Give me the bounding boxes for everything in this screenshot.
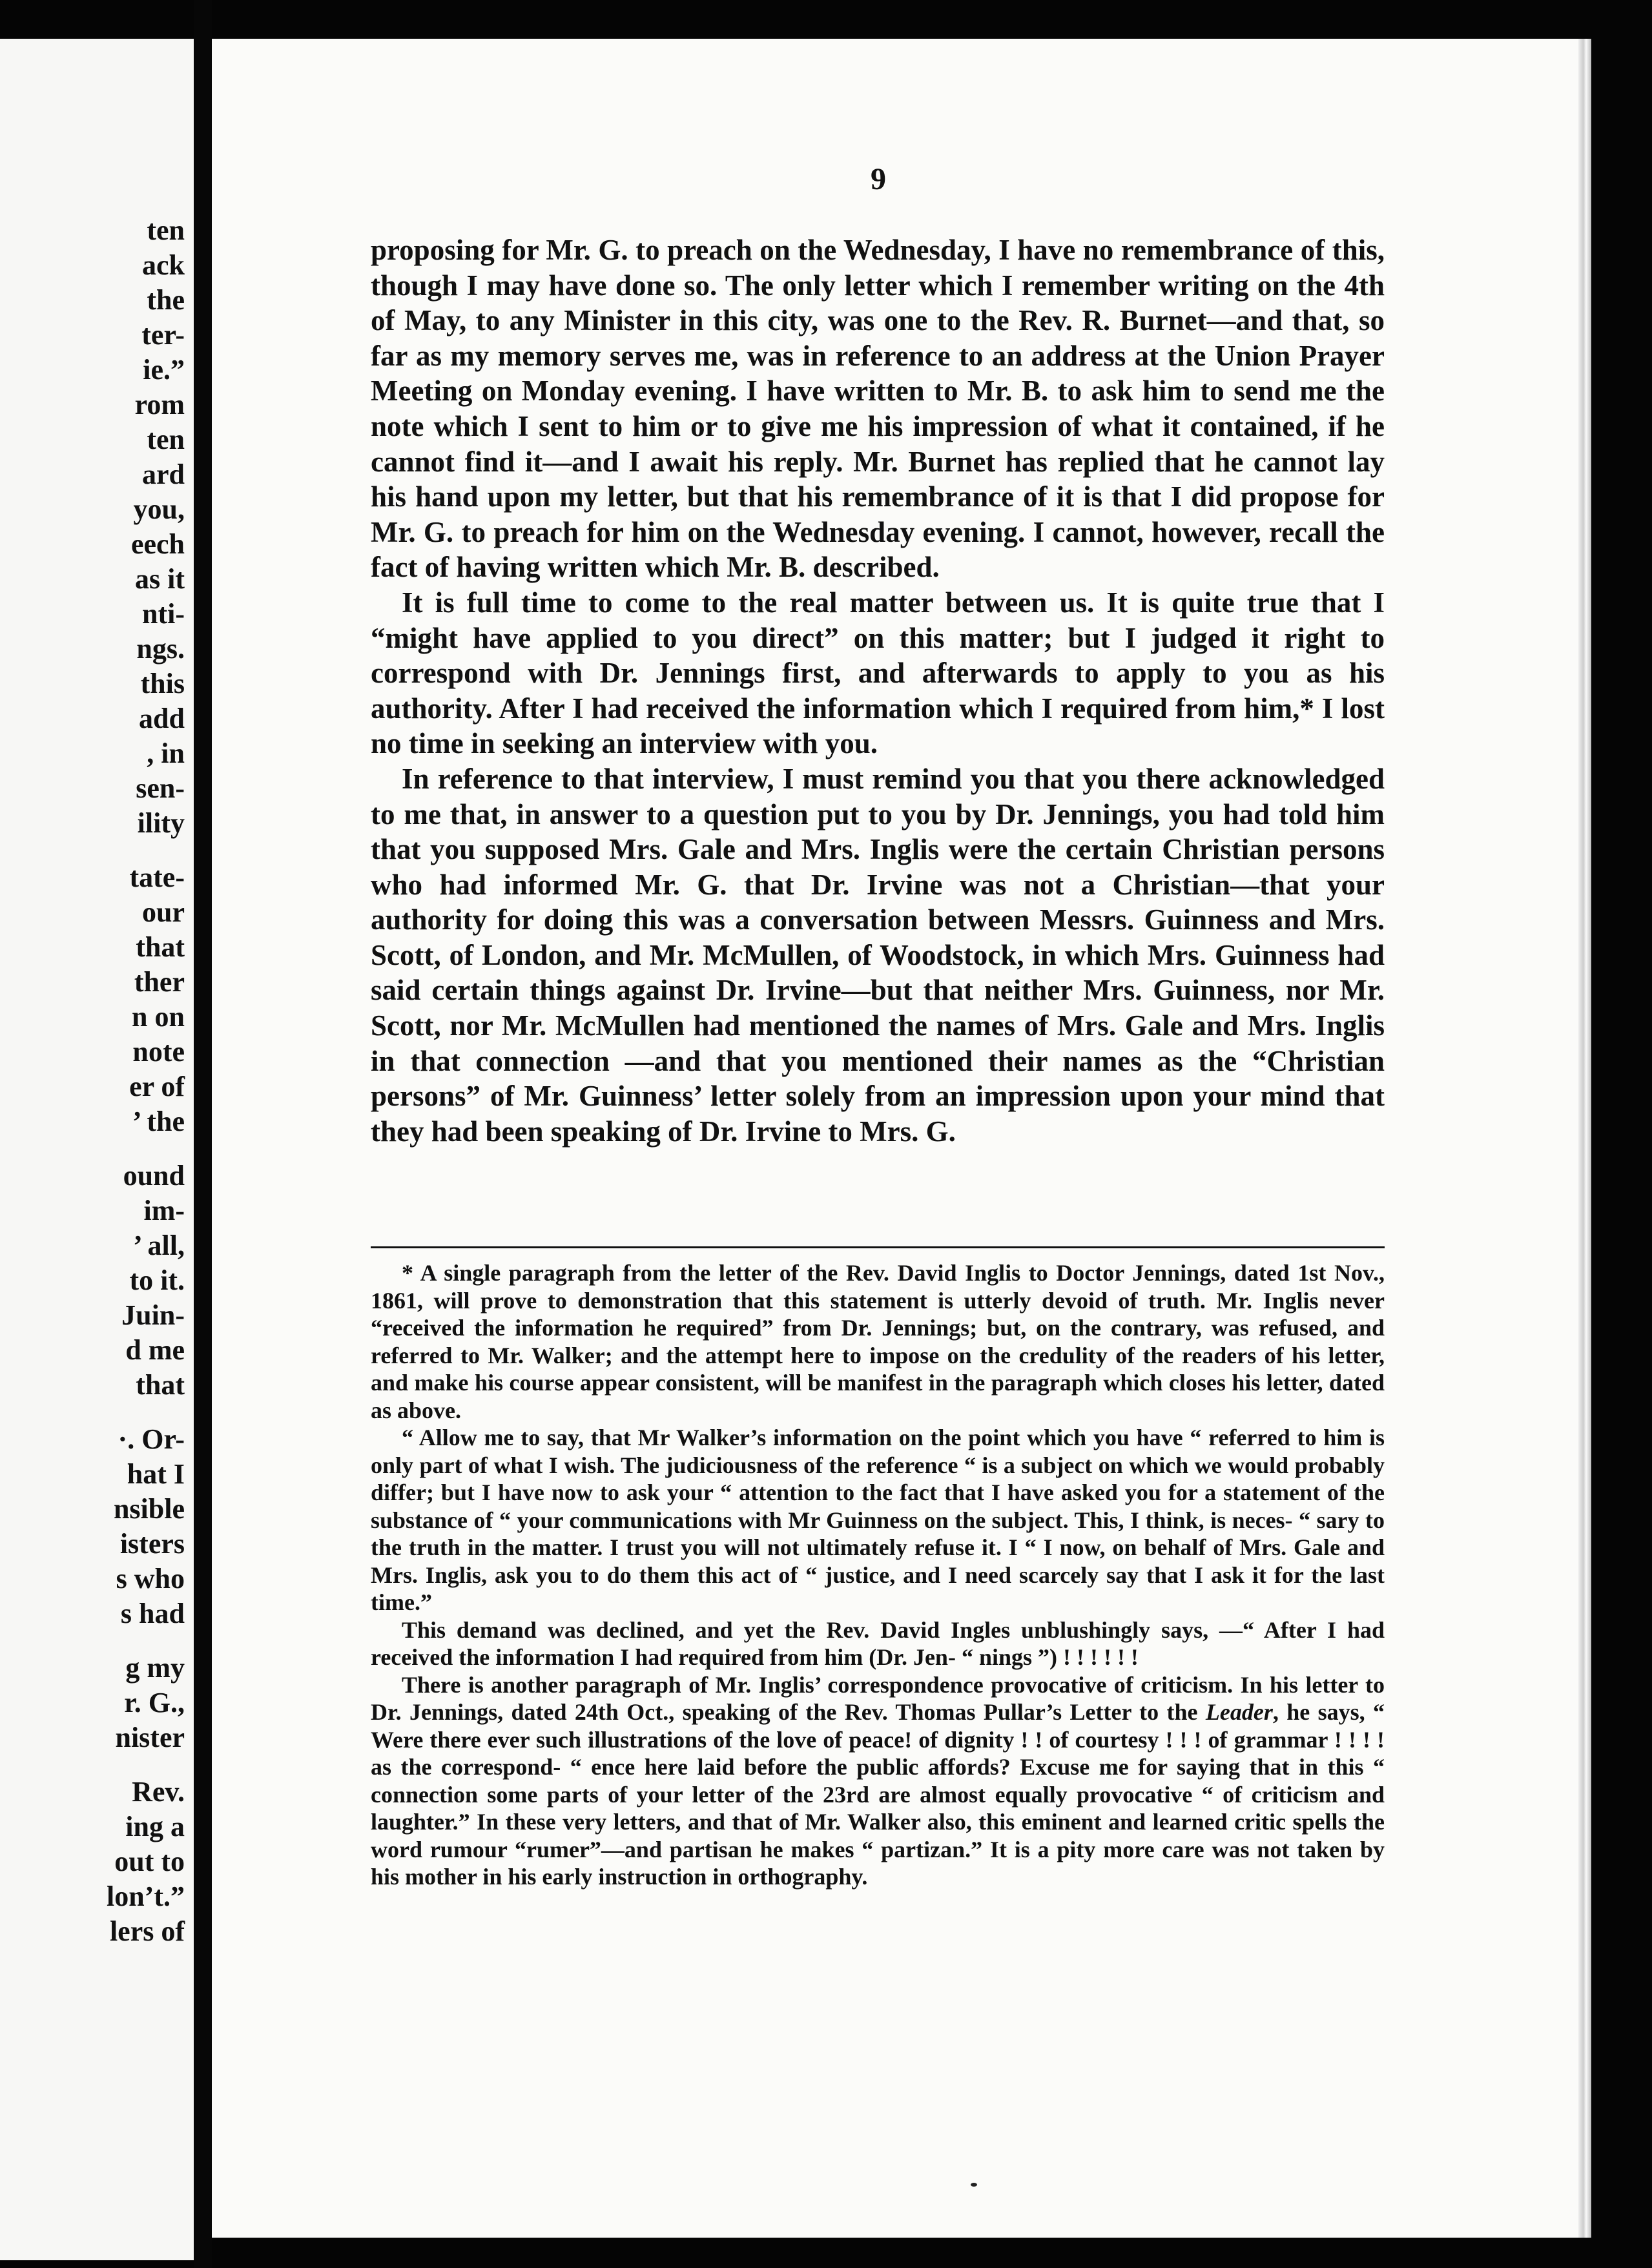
left-page-fragment: nti- [142, 598, 185, 630]
left-page-fragment: r. G., [124, 1687, 185, 1718]
body-text [371, 232, 1385, 1149]
left-page-fragment: d me [125, 1334, 185, 1366]
left-page-fragment: Rev. [132, 1776, 185, 1808]
left-page-fragment: ing a [125, 1811, 185, 1842]
left-page-fragment: to it. [129, 1264, 185, 1296]
left-page-fragment: ie.” [143, 354, 185, 386]
left-facing-page [0, 39, 194, 2260]
scan-speck [971, 2183, 977, 2187]
left-page-fragment: ten [147, 214, 185, 246]
left-page-fragment: n on [132, 1001, 185, 1033]
left-page-fragment: lers of [109, 1915, 185, 1947]
left-page-fragment: ard [142, 459, 185, 490]
left-page-fragment: tate- [129, 861, 185, 893]
body-paragraph: It is full time to come to the real matter between us. It is quite true that I “might have applied to you direct” on this matter; but I judged it right to correspond with Dr. Jennings first, and afterwards to apply to you as his authority. After I had received the information which I required from him,* I lost no time in seeking an interview with you. [371, 586, 1385, 760]
left-page-fragment: our [142, 896, 185, 928]
left-page-fragment: , in [147, 737, 185, 769]
left-page-fragment: Juin- [121, 1299, 185, 1331]
left-page-fragment: that [136, 1369, 185, 1401]
main-page [212, 39, 1591, 2238]
left-page-fragment: lon’t.” [107, 1881, 185, 1912]
body-paragraph: In reference to that interview, I must remind you that you there acknowledged to me that, in answer to a question put to you by Dr. Jennings, you had told him that you supposed Mrs. Gale and Mrs. Inglis were the certain Christian persons who had informed Mr. G. that Dr. Irvine was not a Christian—that your authority for doing this was a conversation between Messrs. Guinness and Mrs. Scott, of London, and Mr. McMullen, of Woodstock, in which Mrs. Guinness had said certain things against Dr. Irvine—but that neither Mrs. Guinness, nor Mr. Scott, nor Mr. McMullen had mentioned the names of Mrs. Gale and Mrs. Inglis in that connection —and that you mentioned their names as the “Christian persons” of Mr. Guinness’ letter solely from an impression upon your mind that they had been speaking of Dr. Irvine to Mrs. G. [371, 762, 1385, 1148]
body-paragraph: proposing for Mr. G. to preach on the Wednesday, I have no remembrance of this, though I may have done so. The only letter which I remember writing on the 4th of May, to any Minister in this city, was one to the Rev. R. Burnet—and that, so far as my memory serves me, was in reference to an address at the Union Prayer Meeting on Monday evening. I have written to Mr. B. to ask him to send me the note which I sent to him or to give me his impression of what it contained, if he cannot find it—and I await his reply. Mr. Burnet has replied that he cannot lay his hand upon my letter, but that his remembrance of it is that I did propose for Mr. G. to preach for him on the Wednesday evening. I cannot, however, recall the fact of having written which Mr. B. described. [371, 234, 1385, 584]
footnote-text: There is another paragraph of Mr. Inglis’ correspondence provocative of criticism. In his letter to Dr. Jennings, dated 24th Oct., speaking of the Rev. Thomas Pullar’s Letter to the [371, 1671, 1385, 1725]
page-edge [1578, 39, 1591, 2238]
left-page-fragment: the [147, 284, 185, 316]
page-number: 9 [871, 162, 886, 196]
footnote-rule [371, 1246, 1385, 1248]
left-page-fragment: sen- [136, 772, 185, 804]
left-page-fragment: isters [119, 1528, 185, 1560]
left-page-fragment: ’ the [132, 1106, 185, 1137]
footnote-text: , he says, “ Were there ever such illustrations of the love of peace! of dignity ! ! of courtesy ! ! ! of grammar ! ! ! ! as the correspond- “ ence here laid before the public affords? Excuse me for saying that in this “ connection some parts of your letter of the 23rd are almost equally provocative “ of criticism and laughter.” In these very letters, and that of Mr. Walker also, this eminent and learned critic spells the word rumour “rumer”—and partisan he makes “ partizan.” It is a pity more care was not taken by his mother in his early instruction in orthography. [371, 1699, 1385, 1890]
footnote-paragraph: * A single paragraph from the letter of the Rev. David Inglis to Doctor Jennings, dated 1st Nov., 1861, will prove to demonstration that this statement is utterly devoid of truth. Mr. Inglis never “received the information he required” from Dr. Jennings; but, on the contrary, was refused, and referred to Mr. Walker; and the attempt here to impose on the credulity of the readers of his letter, and make his course appear consistent, will be manifest in the paragraph which closes his letter, dated as above. [371, 1260, 1385, 1423]
left-page-fragment: eech [130, 528, 185, 560]
footnote-paragraph: This demand was declined, and yet the Rev. David Ingles unblushingly says, —“ After I had received the information I had required from him (Dr. Jen- “ nings ”) ! ! ! ! ! ! [371, 1616, 1385, 1670]
left-page-fragment: ound [123, 1160, 185, 1191]
left-page-fragment: as it [135, 563, 185, 595]
left-page-fragment: er of [129, 1071, 185, 1102]
footnote-paragraph [371, 1671, 1385, 1891]
left-page-fragment: ngs. [136, 633, 185, 665]
left-page-fragment: s who [116, 1563, 185, 1594]
left-page-fragment: ·. Or- [118, 1423, 185, 1455]
left-page-fragment: hat I [127, 1458, 185, 1490]
left-page-fragment: ten [147, 424, 185, 455]
left-page-fragment: g my [125, 1652, 185, 1684]
left-page-fragment: ther [134, 966, 185, 998]
left-page-fragment: out to [114, 1846, 185, 1877]
footnote-quote: “ Allow me to say, that Mr Walker’s information on the point which you have “ referred to him is only part of what I wish. The judiciousness of the reference “ is a subject on which we would probably differ; but I have now to ask your “ attention to the fact that I have asked you for a statement of the substance of “ your communications with Mr Guinness on the subject. This, I think, is neces- “ sary to the truth in the matter. I trust you will not ultimately refuse it. I “ I now, on behalf of Mrs. Gale and Mrs. Inglis, ask you to do them this act of “ justice, and I need scarcely say that I ask it for the last time.” [371, 1425, 1385, 1615]
left-page-fragment: nister [115, 1722, 185, 1753]
left-page-fragment: ack [142, 249, 185, 281]
footnote [371, 1259, 1385, 1891]
left-page-fragment: s had [120, 1598, 185, 1629]
left-page-fragment: nsible [113, 1493, 185, 1525]
left-page-fragment: im- [143, 1195, 185, 1226]
left-page-fragment: note [132, 1036, 185, 1067]
left-page-fragment: ility [137, 807, 185, 839]
page-gutter [194, 0, 212, 2268]
left-page-fragment: this [140, 668, 185, 699]
left-page-fragment: that [136, 931, 185, 963]
footnote-italic: Leader [1205, 1699, 1273, 1725]
left-page-fragment: add [139, 703, 185, 734]
left-page-fragment: you, [133, 493, 185, 525]
left-page-fragment: ’ all, [133, 1230, 185, 1261]
left-page-fragment: rom [134, 389, 185, 420]
left-page-fragment: ter- [141, 319, 185, 351]
